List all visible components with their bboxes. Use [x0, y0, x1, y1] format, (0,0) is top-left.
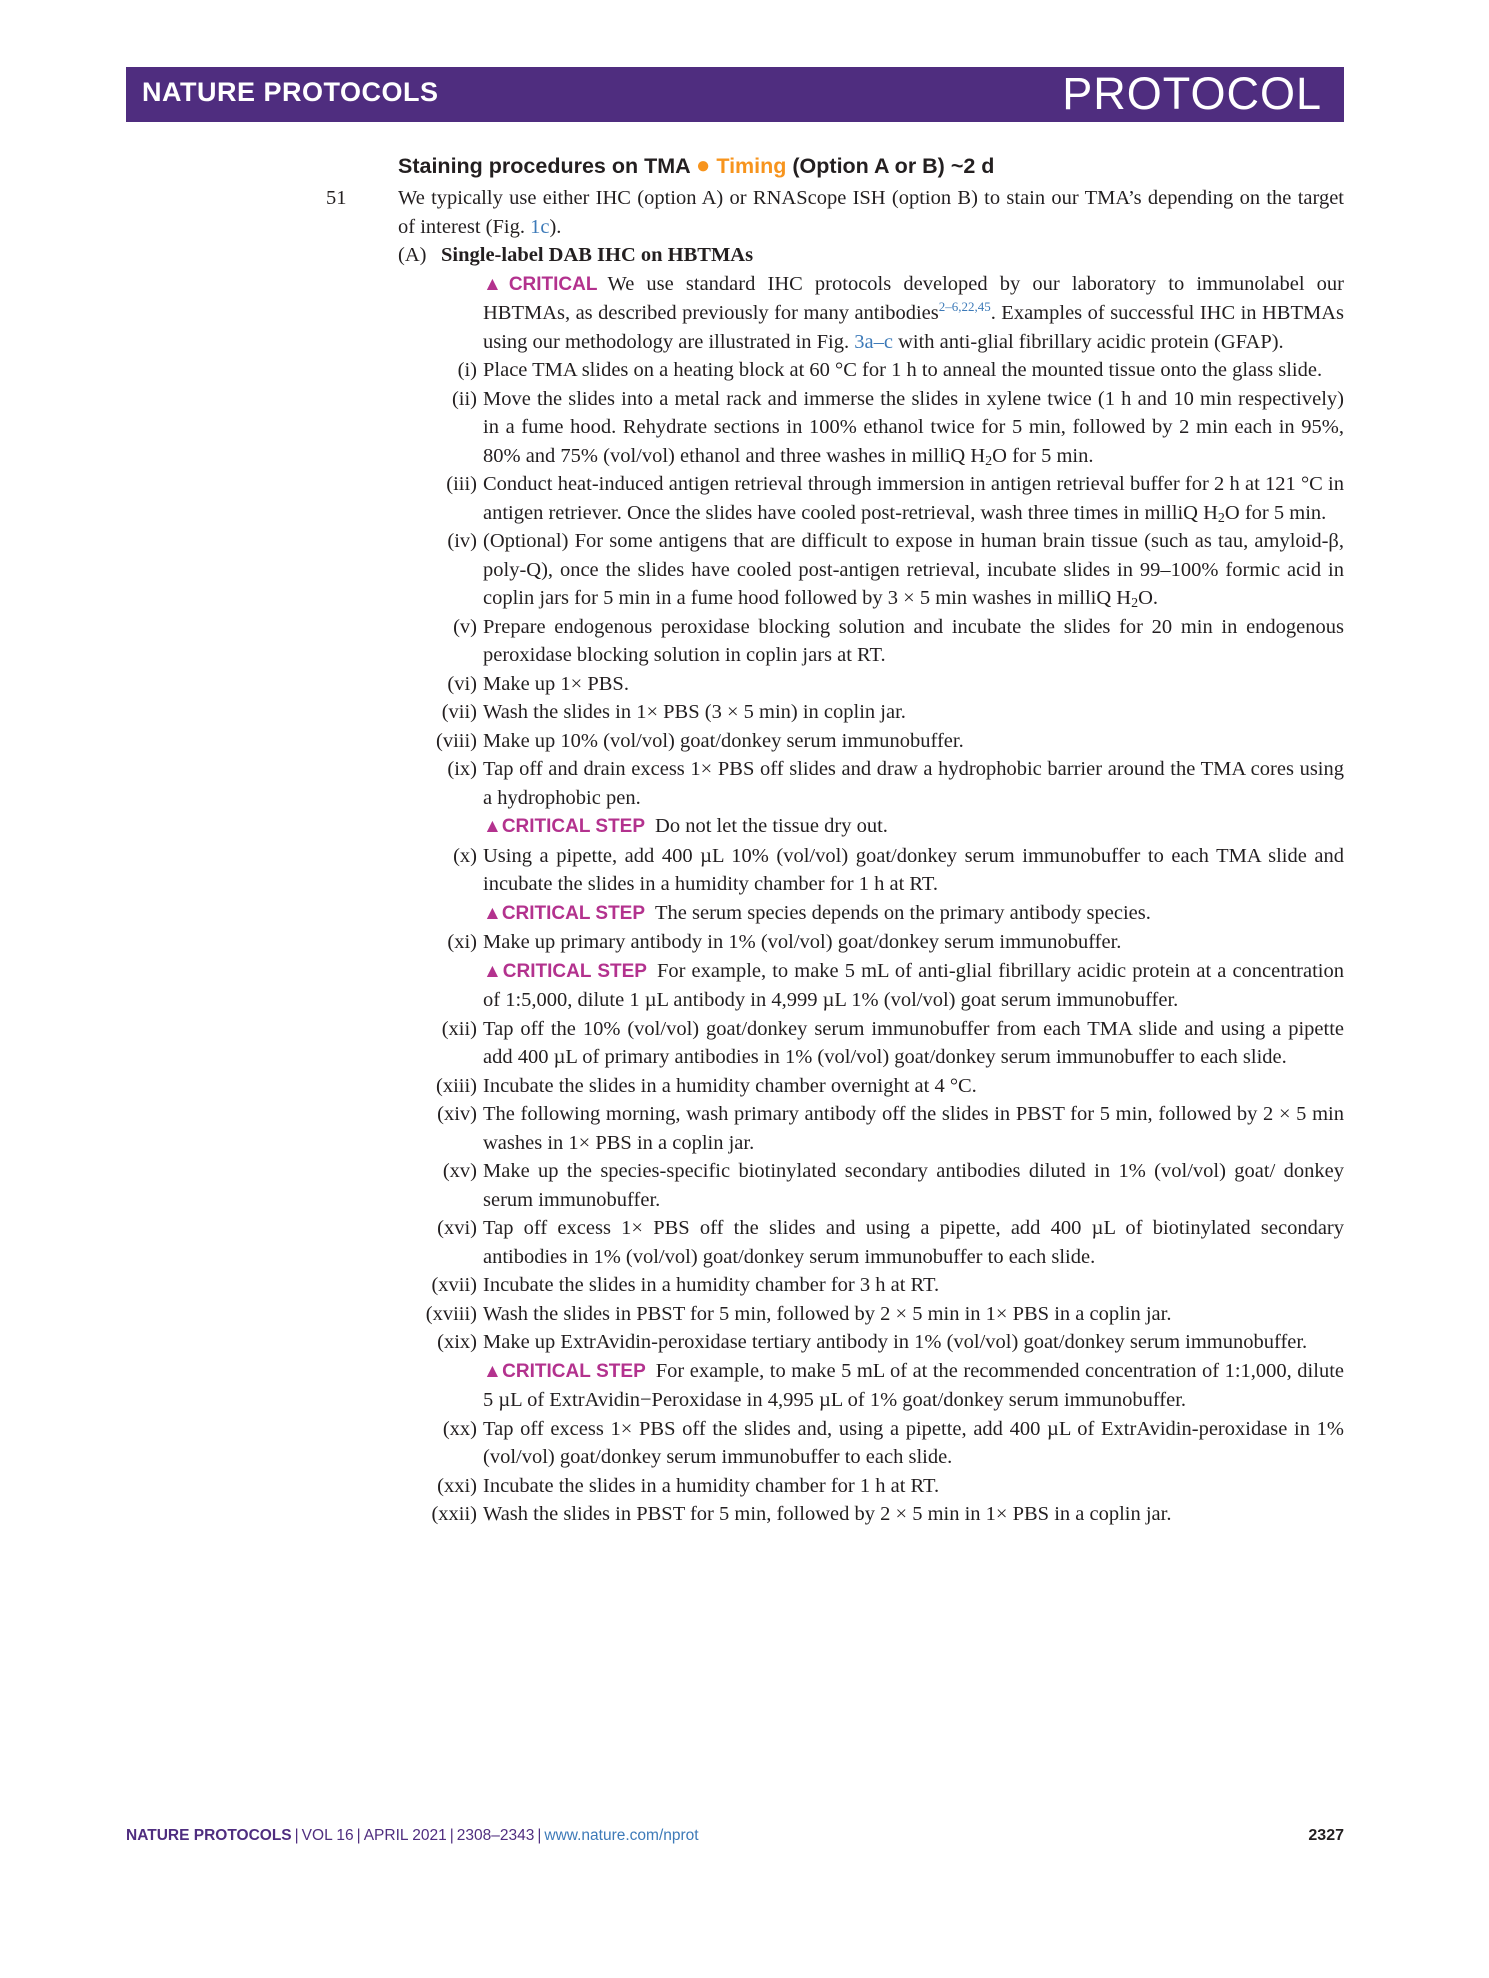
journal-header-bar [126, 67, 1344, 122]
reference-link[interactable]: 2–6,22,45 [938, 299, 991, 315]
critical-step-note [483, 1357, 1344, 1415]
substep-text: Tap off the 10% (vol/vol) goat/donkey serum immunobuffer from each TMA slide and using a pipette add 400 µL of primary antibodies in 1% (vol/vol) goat/donkey serum immunobuffer to each slide. [483, 1017, 1344, 1068]
substep [457, 356, 1344, 385]
substep [447, 670, 1344, 699]
footer-url-link[interactable]: www.nature.com/nprot [544, 1827, 699, 1844]
footer-date: APRIL 2021 [363, 1827, 447, 1844]
substep [442, 1415, 1344, 1472]
substep-number: (xv) [442, 1160, 477, 1182]
warning-triangle-icon: ▲ [483, 816, 502, 837]
substep-number: (vii) [441, 701, 477, 723]
substep-text: Wash the slides in 1× PBS (3 × 5 min) in coplin jar. [483, 701, 906, 723]
substep-number: (iii) [446, 473, 477, 495]
critical-step-label: CRITICAL STEP [501, 902, 646, 924]
substep [447, 928, 1345, 1015]
intro-text-3: with anti-glial fibrillary acidic protein (GFAP). [892, 330, 1284, 353]
critical-step-text: For example, to make 5 mL of anti-glial fibrillary acidic protein at a concentration of 1:5,000, dilute 1 µL antibody in 4,999 µL 1% (vol/vol) goat serum immunobuffer. [483, 959, 1345, 1011]
substep-number: (xii) [441, 1017, 477, 1040]
substep-number: (i) [457, 359, 477, 381]
footer-volume: VOL 16 [301, 1827, 354, 1844]
page-footer [126, 1827, 1344, 1845]
critical-step-label: CRITICAL STEP [502, 960, 647, 982]
substep-text-end: O. [1138, 587, 1159, 609]
article-type: PROTOCOL [1062, 68, 1322, 119]
substep-number: (xvi) [437, 1217, 477, 1239]
substep [447, 755, 1344, 842]
figure-link[interactable]: 3a–c [854, 330, 893, 353]
step-text: We typically use either IHC (option A) or RNAScope ISH (option B) to stain our TMA’s depending on the target of interest (Fig. [398, 187, 1344, 238]
step-text-end: ). [549, 215, 562, 238]
substep-text: Place TMA slides on a heating block at 60 °C for 1 h to anneal the mounted tissue onto the glass slide. [483, 359, 1323, 381]
option-label: (A) [398, 244, 427, 266]
substep-number: (xiv) [437, 1103, 477, 1125]
step-number: 51 [326, 187, 347, 209]
footer-separator: | [537, 1827, 542, 1844]
page-content [326, 150, 1345, 1529]
substep-text: Wash the slides in PBST for 5 min, followed by 2 × 5 min in 1× PBS in a coplin jar. [483, 1503, 1172, 1525]
substep [441, 1015, 1344, 1072]
critical-step-note [483, 957, 1344, 1015]
critical-step-note [483, 812, 1344, 842]
substep-text: Make up ExtrAvidin-peroxidase tertiary antibody in 1% (vol/vol) goat/donkey serum immunobuffer. [483, 1331, 1308, 1353]
substep-text: Tap off and drain excess 1× PBS off slides and draw a hydrophobic barrier around the TMA cores using a hydrophobic pen. [483, 758, 1344, 809]
subscript: 2 [1217, 510, 1225, 526]
critical-step-badge [483, 903, 645, 924]
section-heading [398, 150, 1344, 182]
option-title: Single-label DAB IHC on HBTMAs [441, 244, 754, 266]
substep-text: Incubate the slides in a humidity chamber overnight at 4 °C. [483, 1074, 977, 1097]
substep [436, 1072, 1344, 1101]
substep [453, 613, 1344, 670]
intro-text: We use standard IHC protocols developed by our laboratory to immunolabel our HBTMAs, as described previously for many antibodies [483, 272, 1344, 324]
substep-text: Using a pipette, add 400 µL 10% (vol/vol) goat/donkey serum immunobuffer to each TMA slide and incubate the slides in a humidity chamber for 1 h at RT. [483, 844, 1344, 895]
substep-text: Conduct heat-induced antigen retrieval through immersion in antigen retrieval buffer for 2 h at 121 °C in antigen retriever. Once the slides have cooled post-retrieval, wash three times in milliQ H [483, 473, 1344, 524]
footer-pages: 2308–2343 [456, 1827, 535, 1844]
substep [436, 727, 1344, 756]
substep-number: (xxi) [437, 1474, 477, 1497]
substep-text-end: O for 5 min. [992, 444, 1094, 467]
critical-badge [483, 274, 597, 295]
footer-separator: | [294, 1827, 299, 1844]
substep [437, 1328, 1344, 1415]
warning-triangle-icon: ▲ [483, 1360, 503, 1382]
warning-triangle-icon: ▲ [483, 960, 503, 982]
substep-number: (xi) [447, 931, 477, 953]
subscript: 2 [985, 453, 993, 469]
substep-text: Make up primary antibody in 1% (vol/vol) goat/donkey serum immunobuffer. [483, 931, 1122, 953]
substep [446, 470, 1344, 527]
critical-step-text: The serum species depends on the primary antibody species. [655, 901, 1151, 924]
substep [431, 1500, 1344, 1529]
substep-text: Incubate the slides in a humidity chamber for 1 h at RT. [483, 1474, 940, 1497]
critical-step-label: CRITICAL STEP [501, 816, 646, 837]
substep [425, 1300, 1344, 1329]
substep-text: Make up 10% (vol/vol) goat/donkey serum immunobuffer. [483, 729, 964, 752]
substep-text: Tap off excess 1× PBS off the slides and, using a pipette, add 400 µL of ExtrAvidin-peroxidase in 1% (vol/vol) goat/donkey serum immunobuffer to each slide. [483, 1417, 1344, 1468]
substep-number: (x) [453, 844, 477, 867]
substep-number: (xx) [442, 1417, 477, 1440]
substep-text: Make up the species-specific biotinylated secondary antibodies diluted in 1% (vol/vol) goat/ donkey serum immunobuffer. [483, 1160, 1344, 1211]
substep [437, 1214, 1344, 1271]
warning-triangle-icon: ▲ [483, 902, 502, 924]
substep-text: The following morning, wash primary antibody off the slides in PBST for 5 min, followed by 2 × 5 min washes in 1× PBS in a coplin jar. [483, 1103, 1344, 1154]
substep [431, 1271, 1344, 1300]
substep-number: (xiii) [436, 1074, 477, 1097]
critical-label: CRITICAL [508, 273, 598, 295]
critical-step-text: Do not let the tissue dry out. [655, 815, 888, 837]
critical-step-text: For example, to make 5 mL of at the recommended concentration of 1:1,000, dilute 5 µL of ExtrAvidin−Peroxidase in 4,995 µL of 1% goat/donkey serum immunobuffer. [483, 1359, 1344, 1411]
page-number: 2327 [1308, 1827, 1344, 1844]
substep-number: (xvii) [431, 1274, 477, 1296]
substep-number: (xxii) [431, 1503, 477, 1525]
substep-text: Make up 1× PBS. [483, 672, 629, 695]
substep-list [425, 356, 1345, 1529]
timing-label: Timing [716, 154, 787, 178]
substep-number: (v) [453, 615, 477, 638]
intro-text-2: . Examples of successful IHC in HBTMAs using our methodology are illustrated in Fig. [483, 302, 1344, 353]
critical-step-badge [483, 816, 645, 837]
substep [447, 527, 1344, 613]
footer-separator: | [356, 1827, 361, 1844]
timing-dot-icon: ● [695, 152, 711, 179]
substep-text: Move the slides into a metal rack and immerse the slides in xylene twice (1 h and 10 min respectively) in a fume hood. Rehydrate sections in 100% ethanol twice for 5 min, followed by 2 min each in 95%, 80% and 75% (vol/vol) ethanol and three washes in milliQ H [483, 387, 1344, 467]
footer-separator: | [449, 1827, 454, 1844]
substep [437, 1472, 1344, 1501]
substep-number: (iv) [447, 530, 477, 552]
substep-text: Wash the slides in PBST for 5 min, followed by 2 × 5 min in 1× PBS in a coplin jar. [483, 1302, 1172, 1325]
substep-text: (Optional) For some antigens that are difficult to expose in human brain tissue (such as tau, amyloid-β, poly-Q), once the slides have cooled post-antigen retrieval, incubate slides in 99–100% formic acid in coplin jars for 5 min in a fume hood followed by 3 × 5 min washes in milliQ H [483, 530, 1344, 609]
footer-journal: NATURE PROTOCOLS [126, 1827, 292, 1844]
substep-number: (vi) [447, 672, 477, 695]
critical-step-note [483, 899, 1344, 929]
substep-number: (viii) [436, 729, 477, 752]
option-a [398, 241, 1345, 1529]
substep-text: Incubate the slides in a humidity chamber for 3 h at RT. [483, 1274, 940, 1296]
substep-number: (ii) [451, 387, 477, 410]
substep [451, 385, 1344, 471]
timing-value: (Option A or B) ~2 d [792, 154, 995, 178]
substep-text: Prepare endogenous peroxidase blocking solution and incubate the slides for 20 min in endogenous peroxidase blocking solution in coplin jars at RT. [483, 615, 1344, 666]
warning-triangle-icon: ▲ [483, 273, 509, 295]
subscript: 2 [1131, 596, 1139, 611]
figure-link[interactable]: 1c [530, 215, 550, 238]
journal-name: NATURE PROTOCOLS [142, 77, 439, 107]
section-title: Staining procedures on TMA [398, 154, 690, 178]
option-intro [483, 270, 1344, 357]
substep [437, 1100, 1344, 1157]
critical-step-badge [483, 1361, 646, 1382]
substep-number: (xviii) [425, 1302, 477, 1325]
critical-step-label: CRITICAL STEP [502, 1360, 646, 1382]
substep-text-end: O for 5 min. [1224, 501, 1327, 524]
substep [442, 1157, 1344, 1214]
step-51 [326, 184, 1344, 241]
substep [453, 842, 1344, 929]
critical-step-badge [483, 961, 647, 982]
substep-text: Tap off excess 1× PBS off the slides and using a pipette, add 400 µL of biotinylated secondary antibodies in 1% (vol/vol) goat/donkey serum immunobuffer to each slide. [483, 1217, 1344, 1268]
substep [441, 698, 1344, 727]
substep-number: (xix) [437, 1331, 477, 1353]
substep-number: (ix) [447, 758, 477, 780]
